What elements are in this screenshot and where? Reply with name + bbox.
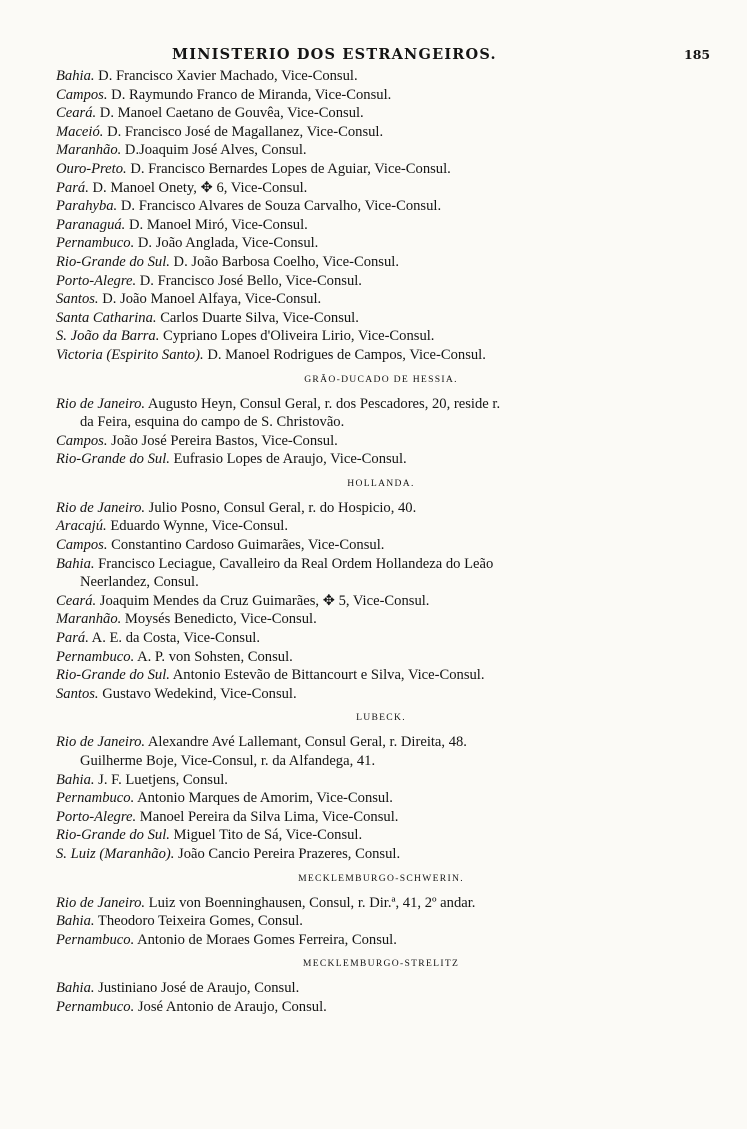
entry-place: Rio-Grande do Sul. [56,827,170,844]
entry-text: D. João Manoel Alfaya, Vice-Consul. [98,291,322,308]
consulate-entry [56,253,706,272]
entry-text: A. E. da Costa, Vice-Consul. [88,630,260,647]
entry-text: Antonio Marques de Amorim, Vice-Consul. [134,790,393,807]
entry-place: Maranhão. [56,142,122,159]
consulate-entry [56,685,706,704]
entry-text: Luiz von Boenninghausen, Consul, r. Dir.ª, 41, 2º andar. [145,894,476,911]
entry-text: D. Francisco José Bello, Vice-Consul. [136,272,362,289]
consulate-entry [56,517,706,536]
entry-text: Carlos Duarte Silva, Vice-Consul. [156,309,359,326]
consulate-entry [56,141,706,160]
consulate-entry [56,346,706,365]
entry-text: Francisco Leciague, Cavalleiro da Real Ordem Hollandeza do Leão [94,555,494,572]
entry-text: J. F. Luetjens, Consul. [94,771,228,788]
entry-place: Rio de Janeiro. [56,499,146,516]
entry-place: Porto-Alegre. [56,808,137,825]
section-heading: LUBECK. [356,712,406,724]
entry-text: Gustavo Wedekind, Vice-Consul. [98,685,297,702]
entry-text: Julio Posno, Consul Geral, r. do Hospicio, 40. [145,499,417,516]
entry-place: Santos. [56,291,99,308]
consulate-entry [56,197,706,216]
entry-place: Pernambuco. [56,235,135,252]
entry-text: Augusto Heyn, Consul Geral, r. dos Pescadores, 20, reside r. [145,395,501,412]
running-title: MINISTERIO DOS ESTRANGEIROS. [172,46,497,63]
entry-place: Rio-Grande do Sul. [56,667,170,684]
entry-text: D. João Anglada, Vice-Consul. [134,235,319,252]
consulate-entry [56,845,706,864]
entry-text: D. Francisco Xavier Machado, Vice-Consul. [94,68,358,84]
entry-place: S. João da Barra. [56,328,160,345]
entry-text: D. Manoel Onety, ✥ 6, Vice-Consul. [88,179,308,196]
entry-text: D. Francisco Bernardes Lopes de Aguiar, Vice-Consul. [126,160,451,177]
consulate-entry [56,998,706,1017]
entry-place: S. Luiz (Maranhão). [56,845,175,862]
consulate-entry [56,555,706,592]
consulate-entry [56,432,706,451]
consulate-entry [56,327,706,346]
entry-continuation: da Feira, esquina do campo de S. Christovão. [80,414,345,431]
consulate-entry [56,536,706,555]
section-heading: MECKLEMBURGO-SCHWERIN. [298,872,464,884]
entry-place: Bahia. [56,555,95,572]
entry-text: José Antonio de Araujo, Consul. [134,998,327,1015]
consulate-entry [56,610,706,629]
entry-place: Ceará. [56,592,97,609]
consulate-entry [56,395,706,432]
consulate-entry [56,771,706,790]
entry-place: Rio de Janeiro. [56,894,146,911]
consulate-entry [56,309,706,328]
entry-text: Eufrasio Lopes de Araujo, Vice-Consul. [169,451,407,468]
entry-place: Campos. [56,86,108,103]
entry-place: Ouro-Preto. [56,160,127,177]
entry-text: D. Raymundo Franco de Miranda, Vice-Consul. [107,86,392,103]
consulate-entry [56,216,706,235]
entry-text: D. Manoel Caetano de Gouvêa, Vice-Consul. [96,105,364,122]
entry-text: Miguel Tito de Sá, Vice-Consul. [169,827,363,844]
consulate-entry [56,290,706,309]
entry-place: Pernambuco. [56,790,135,807]
entry-text: D. Francisco José de Magallanez, Vice-Consul. [103,123,384,140]
entry-place: Paranaguá. [56,216,126,233]
entry-text: Antonio Estevão de Bittancourt e Silva, Vice-Consul. [169,667,485,684]
consulate-entry [56,272,706,291]
entry-text: Justiniano José de Araujo, Consul. [94,980,300,997]
entry-text: D. Manoel Miró, Vice-Consul. [125,216,308,233]
entry-place: Rio de Janeiro. [56,395,146,412]
entry-text: A. P. von Sohsten, Consul. [134,648,293,665]
consulate-entry [56,179,706,198]
consulate-entry [56,826,706,845]
page-header [0,46,747,68]
entry-text: Antonio de Moraes Gomes Ferreira, Consul. [134,931,397,948]
section-heading: HOLLANDA. [347,477,415,489]
entry-place: Pernambuco. [56,931,135,948]
entry-text: Alexandre Avé Lallemant, Consul Geral, r. Direita, 48. [145,734,467,751]
entry-text: João José Pereira Bastos, Vice-Consul. [107,432,338,449]
entry-text: D. Francisco Alvares de Souza Carvalho, Vice-Consul. [117,198,442,215]
entry-place: Bahia. [56,980,95,997]
entry-place: Pernambuco. [56,998,135,1015]
entry-place: Rio-Grande do Sul. [56,253,170,270]
consulate-entry [56,789,706,808]
entry-place: Maranhão. [56,611,122,628]
entry-text: Moysés Benedicto, Vice-Consul. [121,611,317,628]
consulate-entry [56,499,706,518]
consulate-entry [56,86,706,105]
consulate-entry [56,592,706,611]
entry-place: Bahia. [56,771,95,788]
entry-place: Bahia. [56,68,95,84]
consulate-entry [56,648,706,667]
entry-place: Santos. [56,685,99,702]
consulate-entry [56,808,706,827]
entry-place: Pará. [56,179,89,196]
consulate-entry [56,912,706,931]
consulate-entry [56,733,706,770]
entry-place: Pará. [56,630,89,647]
entry-place: Victoria (Espirito Santo). [56,346,204,363]
entry-place: Maceió. [56,123,104,140]
consulate-entry [56,629,706,648]
entry-text: Eduardo Wynne, Vice-Consul. [106,518,288,535]
entry-text: D.Joaquim José Alves, Consul. [121,142,307,159]
section-heading: MECKLEMBURGO-STRELITZ [302,958,460,970]
consulate-entry [56,234,706,253]
consulate-entry [56,666,706,685]
entry-text: Manoel Pereira da Silva Lima, Vice-Consul. [136,808,399,825]
entry-place: Santa Catharina. [56,309,157,326]
entry-continuation: Neerlandez, Consul. [80,574,199,591]
entry-place: Campos. [56,537,108,554]
consulate-entry [56,123,706,142]
entry-place: Rio de Janeiro. [56,734,146,751]
consulate-entry [56,450,706,469]
entry-text: Theodoro Teixeira Gomes, Consul. [94,913,303,930]
entry-continuation: Guilherme Boje, Vice-Consul, r. da Alfandega, 41. [80,753,376,769]
consulate-entry [56,160,706,179]
section-heading: GRÃO-DUCADO DE HESSIA. [304,373,458,385]
consulate-entry [56,931,706,950]
entry-text: Cypriano Lopes d'Oliveira Lirio, Vice-Consul. [159,328,435,345]
entry-text: D. Manoel Rodrigues de Campos, Vice-Consul. [203,346,486,363]
entry-place: Porto-Alegre. [56,272,137,289]
entry-place: Ceará. [56,105,97,122]
page-number: 185 [684,47,711,62]
document-body [56,67,706,1017]
consulate-entry [56,979,706,998]
entry-text: Constantino Cardoso Guimarães, Vice-Consul. [107,537,385,554]
entry-text: João Cancio Pereira Prazeres, Consul. [174,845,401,862]
consulate-entry [56,104,706,123]
entry-place: Rio-Grande do Sul. [56,451,170,468]
consulate-entry [56,67,706,86]
entry-text: Joaquim Mendes da Cruz Guimarães, ✥ 5, Vice-Consul. [96,592,430,609]
entry-place: Campos. [56,432,108,449]
entry-text: D. João Barbosa Coelho, Vice-Consul. [169,253,399,270]
entry-place: Aracajú. [56,518,107,535]
entry-place: Pernambuco. [56,648,135,665]
consulate-entry [56,894,706,913]
entry-place: Bahia. [56,913,95,930]
entry-place: Parahyba. [56,198,118,215]
